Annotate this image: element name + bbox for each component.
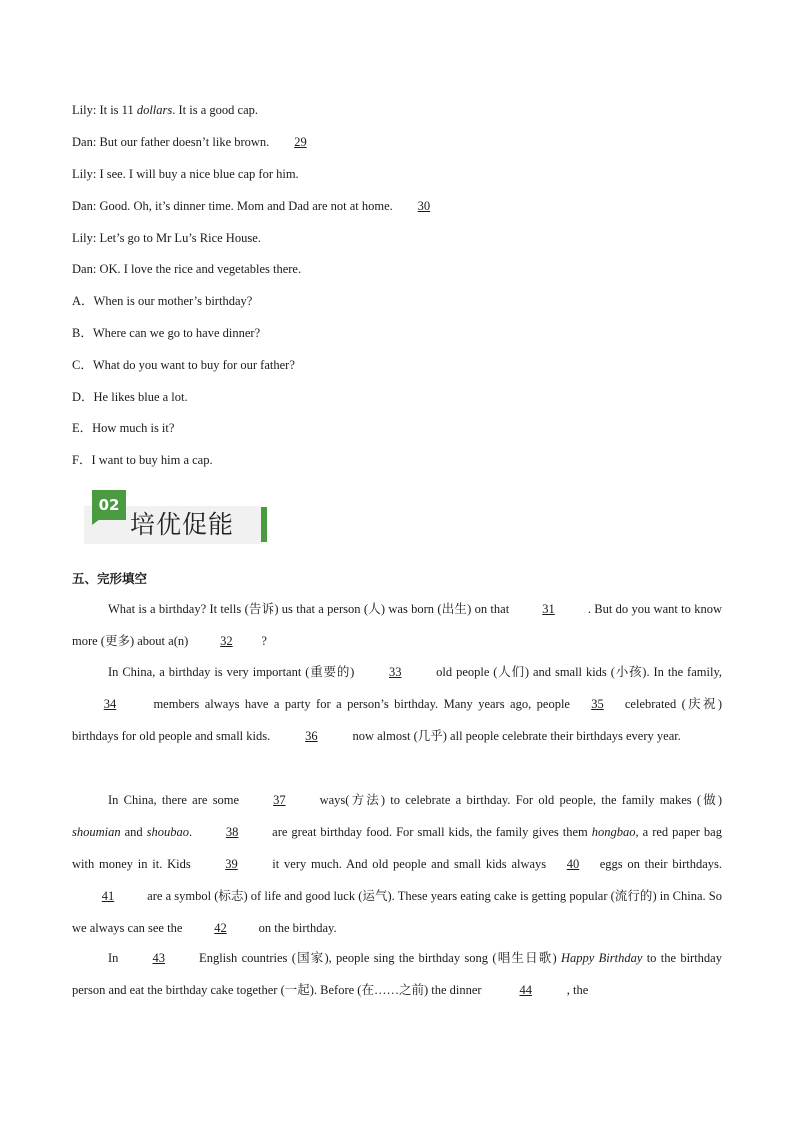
cloze-paragraph-1: What is a birthday? It tells (告诉) us that a person (人) was born (出生) on that 31 . But do you want to know more (更多) about a(n) 32 ? — [72, 593, 722, 657]
cloze-paragraph-4: In 43 English countries (国家), people sing the birthday song (唱生日歌) Happy Birthday to the birthday person and eat the birthday cake together (一起). Before (在……之前) the dinner 44 , the — [72, 942, 722, 1006]
blank-37: 37 — [273, 793, 286, 807]
speaker: Dan: — [72, 135, 97, 149]
option-a: A．When is our mother’s birthday? — [72, 294, 253, 308]
blank-41: 41 — [101, 889, 115, 903]
banner-number-badge: 02 — [92, 490, 126, 520]
cloze-paragraph-2: In China, a birthday is very important (重要的) 33 old people (人们) and small kids (小孩). In the family, 34 members always have a party for a person’s birthday. Many years ago, people 35 celebrated (庆祝) birthdays for old people and small kids. 36 now almost (几乎) all people celebrate their birthdays every year. — [72, 656, 722, 752]
blank-33: 33 — [388, 665, 402, 679]
dialogue-line: Lily: Let’s go to Mr Lu’s Rice House. — [72, 231, 261, 245]
blank-42: 42 — [214, 921, 227, 935]
dialogue-line: Dan: Good. Oh, it’s dinner time. Mom and Dad are not at home. 30 — [72, 198, 452, 214]
blank-35: 35 — [591, 697, 604, 711]
option-c: C．What do you want to buy for our father? — [72, 358, 295, 372]
blank-39: 39 — [225, 857, 238, 871]
banner-accent-bar — [261, 507, 267, 542]
blank-40: 40 — [566, 857, 580, 871]
blank-44: 44 — [519, 983, 532, 997]
blank-30: 30 — [417, 199, 431, 213]
dialogue-line: Lily: I see. I will buy a nice blue cap for him. — [72, 167, 299, 181]
speaker: Lily: — [72, 167, 97, 181]
speaker: Dan: — [72, 262, 97, 276]
speaker: Lily: — [72, 231, 97, 245]
dialogue-line: Dan: OK. I love the rice and vegetables there. — [72, 262, 302, 276]
dialogue-line: Lily: It is 11 dollars. It is a good cap. — [72, 103, 259, 117]
blank-34: 34 — [103, 697, 117, 711]
option-e: E．How much is it? — [72, 421, 175, 435]
option-d: D．He likes blue a lot. — [72, 390, 188, 404]
blank-31: 31 — [542, 602, 555, 616]
option-b: B．Where can we go to have dinner? — [72, 326, 261, 340]
cloze-paragraph-3: In China, there are some 37 ways(方法) to celebrate a birthday. For old people, the family makes (做) shoumian and shoubao. 38 are great birthday food. For small kids, the family gives them hongbao, a red paper bag with money in it. Kids 39 it very much. And old people and small kids always 40 eggs on their birthdays. 41 are a symbol (标志) of life and good luck (运气). These years eating cake is getting popular (流行的) in China. So we always can see the 42 on the birthday. — [72, 784, 722, 944]
section-title: 五、完形填空 — [72, 571, 148, 586]
banner-title: 培优促能 — [130, 510, 235, 539]
blank-32: 32 — [220, 634, 233, 648]
speaker: Dan: — [72, 199, 97, 213]
dialogue-line: Dan: But our father doesn’t like brown. 29 — [72, 134, 328, 150]
blank-36: 36 — [305, 729, 318, 743]
option-f: F．I want to buy him a cap. — [72, 453, 213, 467]
speaker: Lily: — [72, 103, 97, 117]
blank-43: 43 — [152, 951, 165, 965]
blank-29: 29 — [294, 135, 307, 149]
blank-38: 38 — [225, 825, 239, 839]
section-banner — [80, 488, 267, 544]
